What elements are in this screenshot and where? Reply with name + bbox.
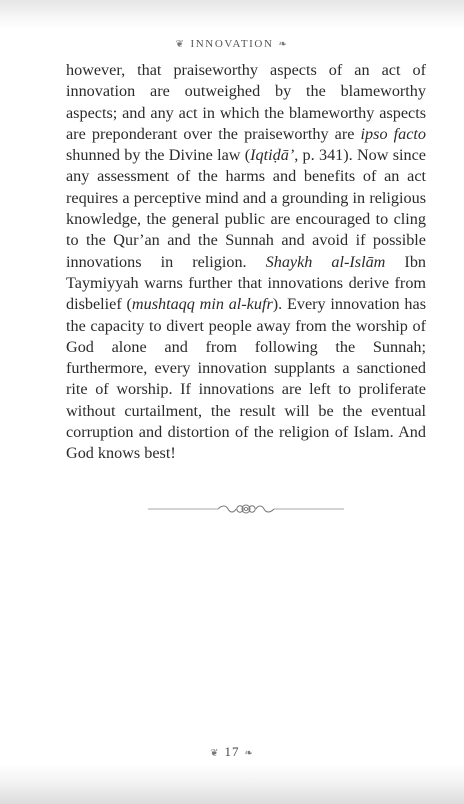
fleuron-right-icon: ❧ [278,39,289,50]
running-header [0,38,464,50]
text-run: Ibn Taymiyyah warns further that innovations derive from disbelief ( [66,252,427,314]
fleuron-right-icon: ❧ [244,748,254,759]
fleuron-left-icon: ❦ [175,39,186,50]
fleuron-left-icon: ❦ [210,748,220,759]
italic-arabic-phrase: mushtaqq min al-kufr [131,295,273,314]
paragraph-text [66,60,426,465]
text-run: ). Every innovation has the capacity to divert people away from the worship of God alone and from following the Sunnah; furthermore, every innovation supplants a sanctioned rite of worship. If innovations are left to proliferate without curtailment, the result will be the eventual corruption and distortion of the religion of Islam. And God knows best! [66,295,426,463]
text-run: shunned by the Divine law ( [66,146,251,165]
text-run: , p. 341). Now since any assessment of the harms and benefits of an act requires a perceptive mind and a grounding in religious knowledge, the general public are encouraged to cling to the Qur’an and the Sunnah and avoid if possible innovations in religion. [66,146,426,271]
page-top-shadow [0,0,464,30]
italic-term-ipso-facto: ipso facto [360,124,426,143]
page-bottom-shadow [0,764,464,804]
page-number: 17 [224,744,240,759]
page-footer [0,744,464,760]
running-header-title: INNOVATION [190,38,274,50]
italic-source-title: Iqtiḍā’ [250,146,295,165]
text-run: however, that praiseworthy aspects of an act of innovation are outweighed by the blameworthy aspects; and any act in which the blameworthy aspects are preponderant over the praiseworthy are [66,61,426,143]
section-divider-ornament [148,500,344,518]
body-paragraph [66,60,426,465]
italic-honorific: Shaykh al-Islām [265,252,386,271]
